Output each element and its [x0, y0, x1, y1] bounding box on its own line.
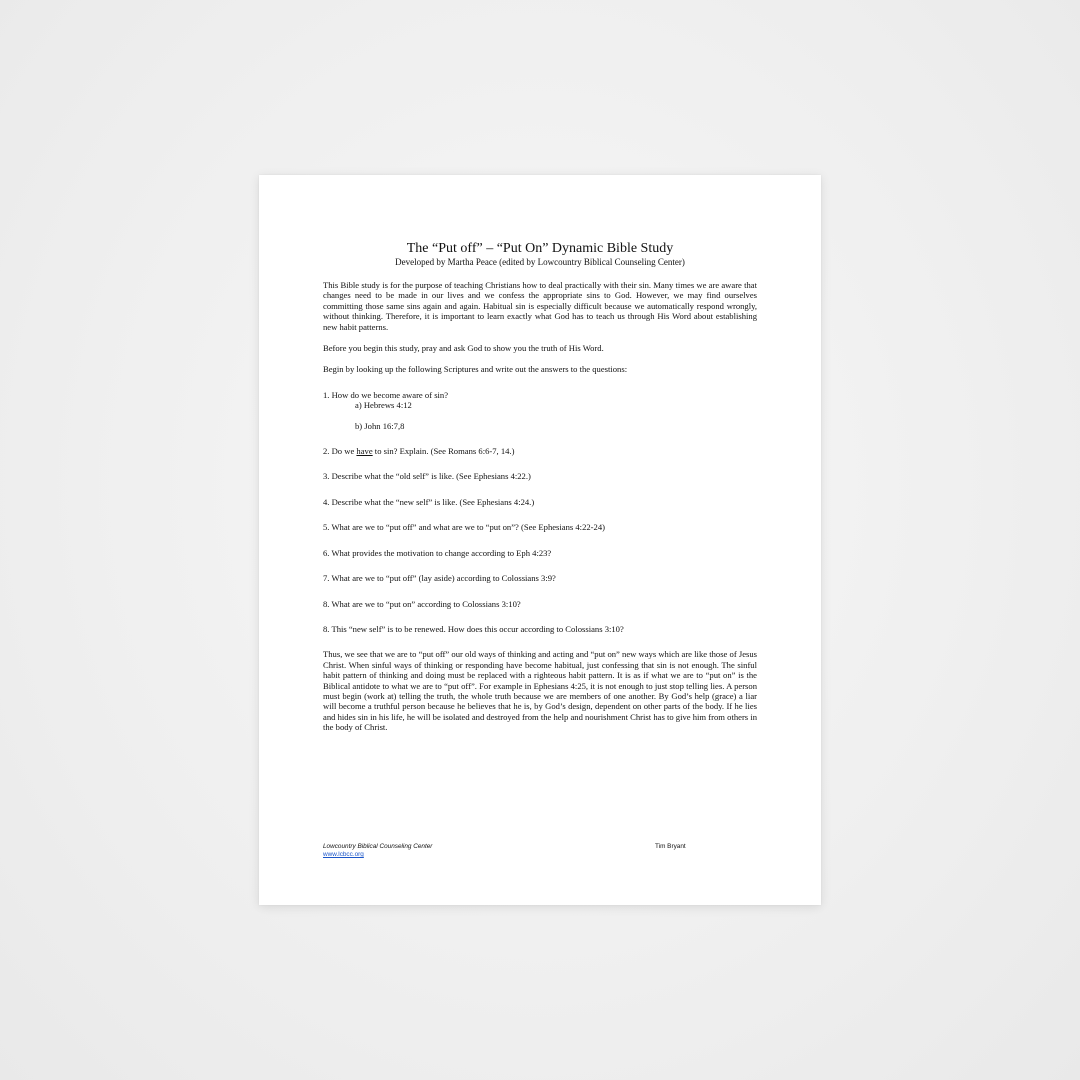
question-1: 1. How do we become aware of sin?: [323, 389, 449, 400]
question-2-prefix: 2. Do we: [323, 446, 357, 457]
document-body: [323, 241, 757, 744]
question-1a: a) Hebrews 4:12: [355, 400, 412, 411]
conclusion-paragraph: Thus, we see that we are to “put off” our old ways of thinking and acting and “put on” new ways which are like those of Jesus Christ. When sinful ways of thinking or responding have become habitual, just confessing that sin is not enough. The sinful habit pattern of thinking and doing must be replaced with a righteous habit pattern. It is as if what we are to “put on” is the Biblical antidote to what we are to “put off”. For example in Ephesians 4:25, it is not enough to just stop telling lies. A person must begin (work at) telling the truth, the whole truth because we are members of one another. By God’s help (grace) a liar will become a truthful person because he believes that he is, by God’s design, dependent on other parts of the body. If he lies and hides sin in his life, he will be isolated and destroyed from the help and nourishment Christ has to give him from others in the body of Christ.: [323, 649, 757, 733]
question-5: 5. What are we to “put off” and what are we to “put on”? (See Ephesians 4:22-24): [323, 522, 605, 533]
question-4: 4. Describe what the “new self” is like. (See Ephesians 4:24.): [323, 496, 535, 507]
intro-paragraph: This Bible study is for the purpose of teaching Christians how to deal practically with their sin. Many times we are aware that changes need to be made in our lives and we confess the appropriate sins to God. However, we may find ourselves committing those same sins again and again. Habitual sin is especially difficult because we automatically respond wrongly, without thinking. Therefore, it is important to learn exactly what God has to teach us through His Word about establishing new habit patterns.: [323, 280, 757, 332]
document-subtitle: Developed by Martha Peace (edited by Lowcountry Biblical Counseling Center): [395, 257, 685, 267]
page-footer: [323, 843, 757, 859]
question-6: 6. What provides the motivation to change according to Eph 4:23?: [323, 547, 552, 558]
question-2: [323, 446, 757, 456]
question-7: 7. What are we to “put off” (lay aside) according to Colossians 3:9?: [323, 573, 556, 584]
question-8: 8. What are we to “put on” according to Colossians 3:10?: [323, 598, 521, 609]
begin-paragraph: Begin by looking up the following Scriptures and write out the answers to the questions:: [323, 364, 628, 375]
pray-paragraph: Before you begin this study, pray and ask God to show you the truth of His Word.: [323, 343, 604, 354]
document-page: [259, 175, 821, 905]
question-3: 3. Describe what the “old self” is like. (See Ephesians 4:22.): [323, 471, 531, 482]
question-2-underlined-word: have: [356, 446, 373, 457]
footer-website-link[interactable]: www.lcbcc.org: [323, 851, 364, 858]
question-2-suffix: to sin? Explain. (See Romans 6:6-7, 14.): [372, 446, 515, 457]
document-title: The “Put off” – “Put On” Dynamic Bible Study: [406, 241, 674, 256]
question-9: 8. This “new self” is to be renewed. How does this occur according to Colossians 3:10?: [323, 623, 624, 634]
footer-organization: Lowcountry Biblical Counseling Center: [323, 843, 433, 850]
footer-author: Tim Bryant: [655, 843, 686, 850]
question-1b: b) John 16:7,8: [355, 420, 405, 431]
